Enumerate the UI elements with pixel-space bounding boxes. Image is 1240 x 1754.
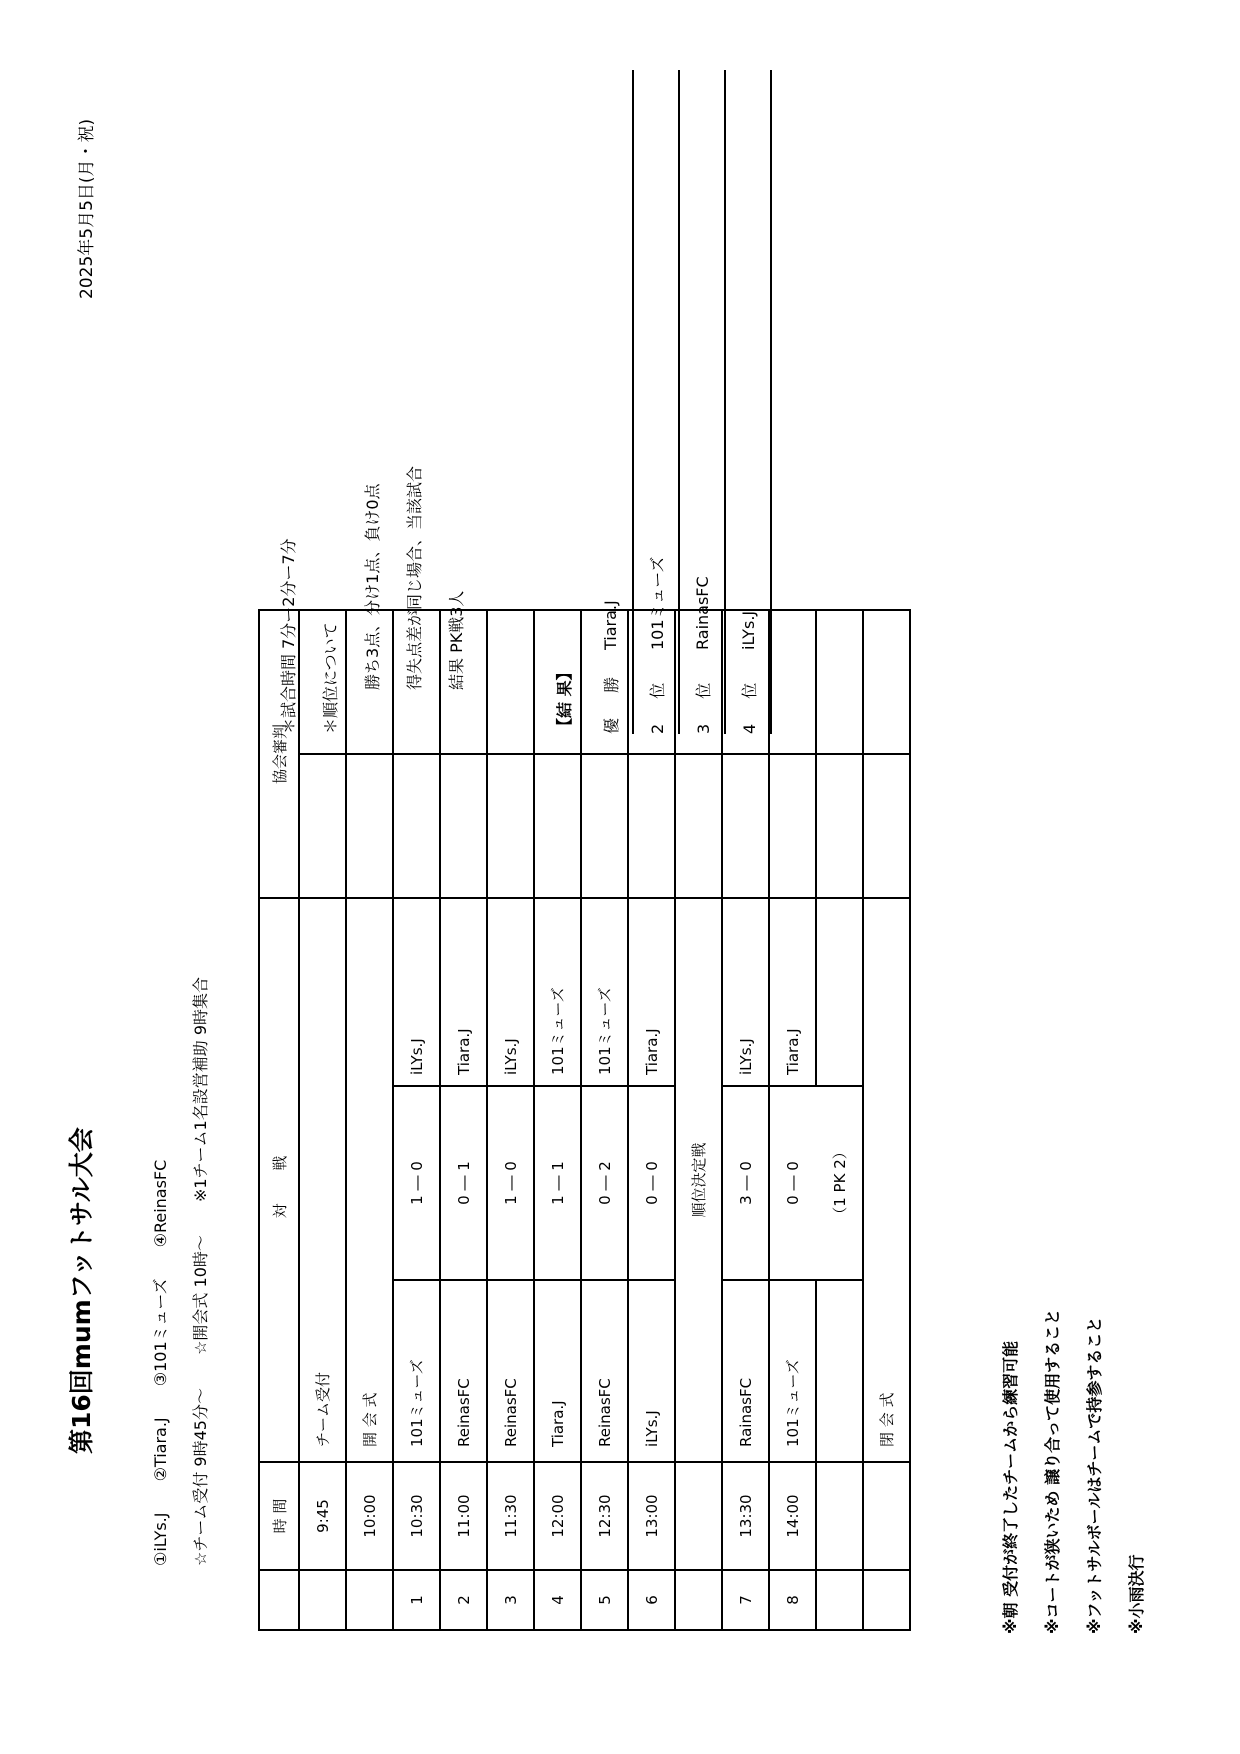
result-row: 2 位 101ミューズ xyxy=(633,70,679,734)
event-closing-ceremony: 閉 会 式 xyxy=(863,898,910,1462)
table-row xyxy=(816,610,863,1630)
info-setup: ※1チーム1名設営補助 9時集合 xyxy=(191,976,210,1203)
table-row: 6 13:00 iLYs.J 0 ― 0 Tiara.J xyxy=(628,610,675,1630)
footer-note-court: ※コートが狭いため 譲り合って使用すること xyxy=(1043,1308,1062,1634)
event-opening-ceremony: 開 会 式 xyxy=(346,898,393,1462)
table-row: 4 12:00 Tiara.J 1 ― 1 101ミューズ xyxy=(534,610,581,1630)
pk-result: （1 PK 2） xyxy=(816,1086,863,1280)
note-match-time: ＊試合時間 7分ー2分ー7分 xyxy=(279,538,298,734)
event-date: 2025年5月5日(月・祝) xyxy=(77,118,97,299)
table-row: 3 11:30 ReinasFC 1 ― 0 iLYs.J xyxy=(487,610,534,1630)
team-4: ④ReinasFC xyxy=(151,1159,170,1248)
header-no xyxy=(259,1570,299,1630)
note-ranking-tiebreak: 得失点差が同じ場合、当該試合 xyxy=(405,465,424,690)
info-reception: ☆チーム受付 9時45分～ xyxy=(191,1388,210,1566)
table-header-row xyxy=(259,610,299,1630)
table-row xyxy=(675,610,722,1630)
footer-note-practice: ※朝 受付が終了したチームから練習可能 xyxy=(1001,1340,1020,1634)
footer-note-ball: ※フットサルボールはチームで持参すること xyxy=(1085,1316,1104,1634)
schedule-table xyxy=(258,609,911,1631)
note-ranking-title: ＊順位について xyxy=(321,622,340,734)
team-1: ①iLYs.J xyxy=(151,1512,170,1566)
note-ranking-pk: 結果 PK戦3人 xyxy=(447,590,466,690)
table-row: 9:45 チーム受付 xyxy=(299,610,346,1630)
table-row: 10:00 開 会 式 xyxy=(346,610,393,1630)
result-row: 4 位 iLYs.J xyxy=(725,70,771,734)
table-row: 7 13:30 RainasFC 3 ― 0 iLYs.J xyxy=(722,610,769,1630)
team-2: ②Tiara.J xyxy=(151,1417,170,1482)
results-table xyxy=(588,70,772,734)
table-row: 2 11:00 ReinasFC 0 ― 1 Tiara.J xyxy=(440,610,487,1630)
results-title: 【結 果】 xyxy=(555,664,574,734)
rules-notes xyxy=(268,466,478,734)
event-reception: チーム受付 xyxy=(299,898,346,1462)
table-row: 8 14:00 101ミューズ 0 ― 0 Tiara.J xyxy=(769,610,816,1630)
header-time: 時 間 xyxy=(259,1462,299,1570)
result-row: 3 位 RainasFC xyxy=(679,70,725,734)
table-row xyxy=(863,610,910,1630)
table-row: 5 12:30 ReinasFC 0 ― 2 101ミューズ xyxy=(581,610,628,1630)
team-3: ③101ミューズ xyxy=(151,1278,170,1387)
team-list xyxy=(148,1134,171,1566)
result-row: 優 勝 Tiara.J xyxy=(588,70,633,734)
document-title: 第16回mumフットサル大会 xyxy=(67,1127,96,1454)
header-match: 対 戦 xyxy=(259,898,299,1462)
header-referee: 協会審判 xyxy=(259,610,299,898)
table-row: 1 10:30 101ミューズ 1 ― 0 iLYs.J xyxy=(393,610,440,1630)
footer-note-rain: ※小雨決行 xyxy=(1127,1554,1146,1634)
footer-notes xyxy=(990,1309,1158,1634)
event-info xyxy=(188,949,211,1566)
ranking-playoff-label: 順位決定戦 xyxy=(675,898,722,1462)
info-opening: ☆開会式 10時～ xyxy=(191,1235,210,1355)
note-ranking-points: 勝ち3点、分け1点、負け0点 xyxy=(363,483,382,690)
